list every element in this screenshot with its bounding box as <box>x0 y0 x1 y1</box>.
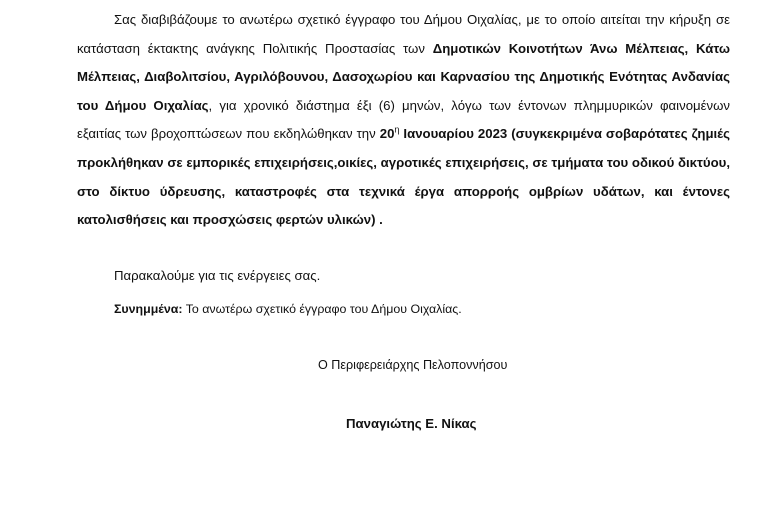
signatory-title: Ο Περιφερειάρχης Πελοποννήσου <box>318 358 508 372</box>
body-text-date-day: 20 <box>379 126 395 142</box>
attachments-label: Συνημμένα: <box>114 302 183 316</box>
body-text-duration: , για χρονικό διάστημα έξι (6) μηνών, λόγω των έντονων πλημμυρικών φαινομένων εξαιτίας των βροχοπτώσεων που εκδηλώθηκαν την <box>77 97 731 142</box>
attachments-line <box>114 302 462 316</box>
attachments-text: Το ανωτέρω σχετικό έγγραφο του Δήμου Οιχαλίας. <box>182 302 462 316</box>
body-text-communities: Δημοτικών Κοινοτήτων Άνω Μέλπειας, Κάτω Μέλπειας, Διαβολιτσίου, Αγριλόβουνου, Δασοχωρίου και Καρνασίου της Δημοτικής Ενότητας Ανδανίας του Δήμου Οιχαλίας <box>77 40 731 113</box>
closing-request: Παρακαλούμε για τις ενέργειες σας. <box>114 268 321 283</box>
letter-body-paragraph <box>77 6 730 235</box>
body-text-damages: Ιανουαρίου 2023 (συγκεκριμένα σοβαρότατες ζημιές προκλήθηκαν σε εμπορικές επιχειρήσεις,οικίες, αγροτικές επιχειρήσεις, σε τμήματα του οδικού δικτύου, στο δίκτυο ύδρευσης, καταστροφές στα τεχνικά έργα απορροής ομβρίων υδάτων, και έντονες κατολισθήσεις και προσχώσεις φερτών υλικών) . <box>77 126 730 228</box>
body-text-date-suffix: η <box>394 124 400 135</box>
signatory-name: Παναγιώτης Ε. Νίκας <box>346 416 477 431</box>
body-text-intro: Σας διαβιβάζουμε το ανωτέρω σχετικό έγγραφο του Δήμου Οιχαλίας, με το οποίο αιτείται την κήρυξη σε κατάσταση έκτακτης ανάγκης Πολιτικής Προστασίας των <box>77 12 730 56</box>
